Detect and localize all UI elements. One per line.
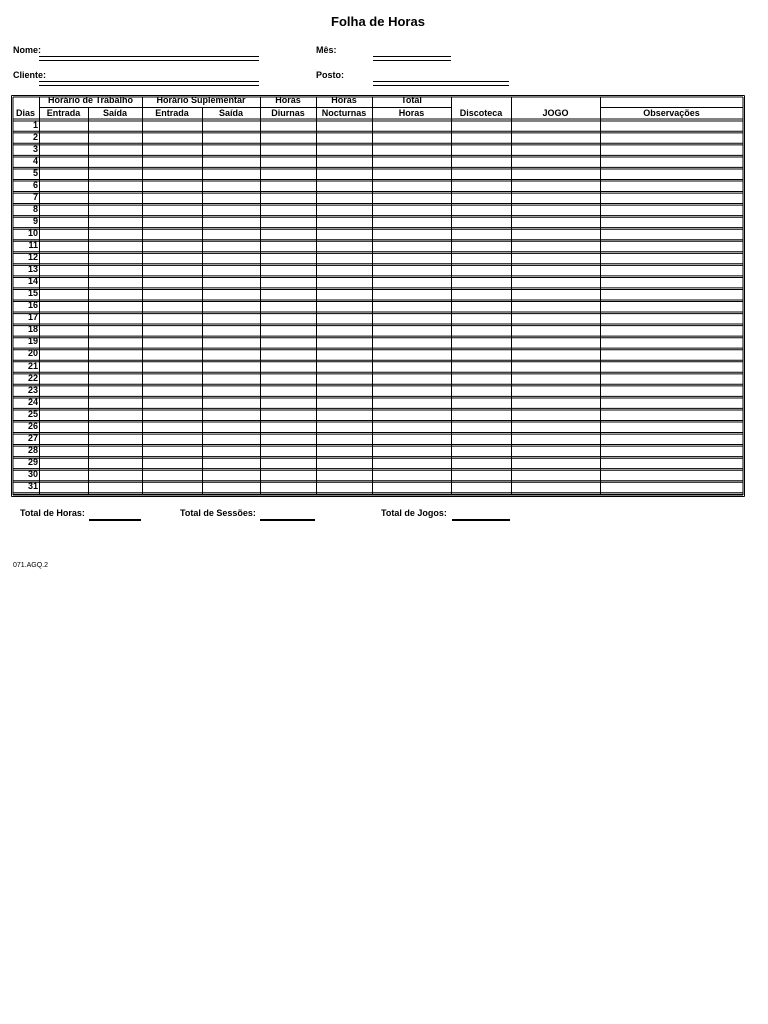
day-number: 2: [32, 131, 38, 142]
header-discoteca: Discoteca: [459, 108, 503, 118]
day-number: 28: [27, 444, 38, 455]
header-total-horas: Horas: [398, 108, 425, 118]
day-number: 6: [32, 179, 38, 190]
day-number: 8: [32, 203, 38, 214]
client-label: Cliente:: [13, 70, 47, 80]
header-dias: Dias: [15, 108, 35, 118]
header-jogo: JOGO: [542, 108, 569, 118]
day-number: 31: [27, 481, 38, 491]
day-number: 3: [32, 143, 38, 154]
day-number: 1: [32, 119, 38, 130]
day-number: 20: [27, 348, 38, 359]
total-games-line[interactable]: [452, 519, 510, 521]
total-games-label: Total de Jogos:: [381, 508, 447, 518]
day-number: 16: [27, 300, 38, 311]
day-number: 26: [27, 420, 38, 431]
day-number: 9: [32, 215, 38, 226]
day-number: 10: [27, 227, 38, 238]
day-number: 18: [27, 324, 38, 335]
total-sessions-line[interactable]: [260, 519, 315, 521]
day-number: 23: [27, 384, 38, 395]
day-number: 24: [27, 396, 38, 407]
day-number: 22: [27, 372, 38, 383]
name-field-line[interactable]: [39, 56, 259, 61]
day-number: 12: [27, 252, 38, 263]
total-hours-line[interactable]: [89, 519, 141, 521]
header-observacoes: Observações: [643, 108, 700, 118]
day-number: 7: [32, 191, 38, 202]
header-entrada-overtime: Entrada: [155, 108, 189, 118]
day-number: 14: [27, 276, 38, 287]
post-label: Posto:: [316, 70, 344, 80]
group-header-work-hours: Horário de Trabalho: [47, 95, 134, 105]
day-number: 21: [27, 360, 38, 371]
timesheet-table: [11, 95, 745, 497]
client-field-line[interactable]: [39, 81, 259, 86]
document-title: Folha de Horas: [331, 14, 425, 29]
header-horas-diurnas-top: Horas: [275, 95, 301, 105]
day-number: 30: [27, 468, 38, 479]
header-saida-work: Saída: [102, 108, 127, 118]
month-label: Mês:: [316, 45, 337, 55]
day-number: 4: [32, 155, 38, 166]
day-number: 19: [27, 336, 38, 347]
table-grid: [11, 95, 745, 497]
name-label: Nome:: [13, 45, 42, 55]
header-entrada-work: Entrada: [46, 108, 81, 118]
day-number: 29: [27, 456, 38, 467]
day-number: 13: [27, 264, 38, 275]
group-header-overtime: Horário Suplementar: [156, 95, 246, 105]
total-sessions-label: Total de Sessões:: [180, 508, 256, 518]
post-field-line[interactable]: [373, 81, 509, 86]
document-code: 071.AGQ.2: [13, 562, 49, 569]
day-number: 27: [27, 432, 38, 443]
day-number: 15: [27, 288, 38, 299]
header-nocturnas: Nocturnas: [321, 108, 367, 118]
total-hours-label: Total de Horas:: [20, 508, 85, 518]
month-field-line[interactable]: [373, 56, 451, 61]
day-number: 17: [27, 312, 38, 323]
header-diurnas: Diurnas: [271, 108, 305, 118]
day-number: 5: [32, 167, 38, 178]
day-number: 25: [27, 408, 38, 419]
header-horas-nocturnas-top: Horas: [331, 95, 357, 105]
day-number: 11: [28, 240, 38, 250]
header-saida-overtime: Saída: [218, 108, 243, 118]
header-total-top: Total: [401, 95, 422, 105]
